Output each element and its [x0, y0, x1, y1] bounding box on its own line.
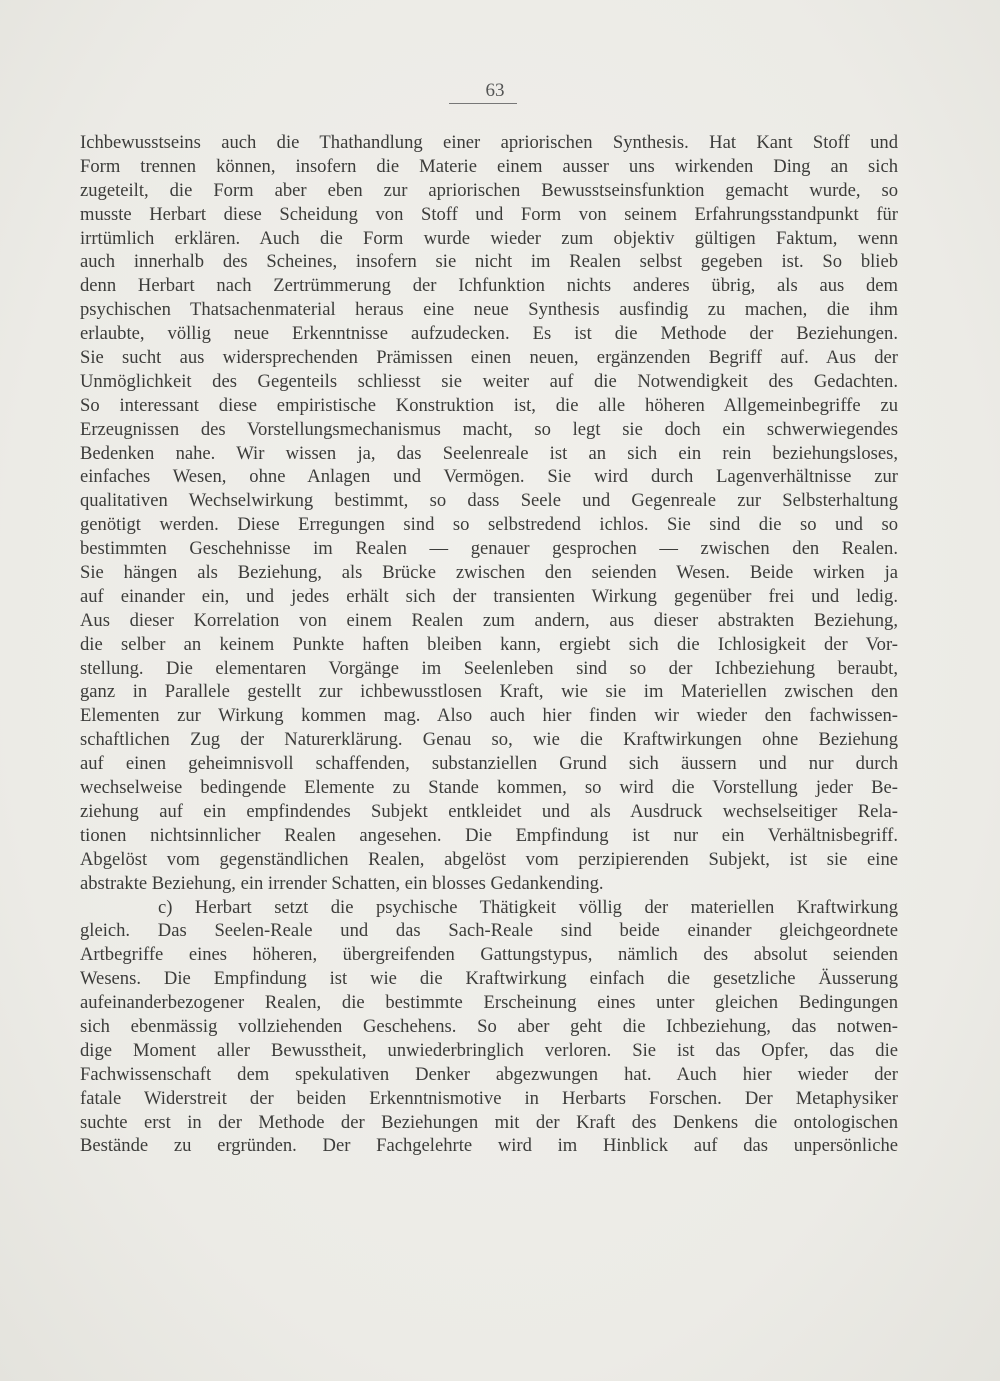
text-line: ganz in Parallele gestellt zur ichbewusstlosen Kraft, wie sie im Materiellen zwischen den: [80, 681, 898, 703]
text-line: Artbegriffe eines höheren, übergreifenden Gattungstypus, nämlich des absolut seienden: [80, 944, 898, 966]
text-line: Fachwissenschaft dem spekulativen Denker abgezwungen hat. Auch hier wieder der: [80, 1063, 898, 1085]
text-line: Wesens. Die Empfindung ist wie die Kraftwirkung einfach die gesetzliche Äusserung: [80, 968, 898, 990]
text-line: So interessant diese empiristische Konstruktion ist, die alle höheren Allgemeinbegriffe zu: [80, 394, 898, 416]
text-line: Elementen zur Wirkung kommen mag. Also auch hier finden wir wieder den fachwissen-: [80, 705, 898, 727]
text-line: Ichbewusstseins auch die Thathandlung einer apriorischen Synthesis. Hat Kant Stoff und: [80, 132, 898, 153]
text-line: gleich. Das Seelen-Reale und das Sach-Reale sind beide einander gleichgeordnete: [80, 920, 898, 942]
text-line: suchte erst in der Methode der Beziehungen mit der Kraft des Denkens die ontologischen: [80, 1111, 898, 1133]
text-line: schaftlichen Zug der Naturerklärung. Genau so, wie die Kraftwirkungen ohne Beziehung: [80, 729, 898, 751]
text-line: sich ebenmässig vollziehenden Geschehens. So aber geht die Ichbeziehung, das notwen-: [80, 1015, 898, 1037]
text-line: qualitativen Wechselwirkung bestimmt, so dass Seele und Gegenreale zur Selbsterhaltung: [80, 490, 898, 512]
text-line: irrtümlich erklären. Auch die Form wurde wieder zum objektiv gültigen Faktum, wenn: [80, 227, 898, 249]
text-line: ziehung auf ein empfindendes Subjekt entkleidet und als Ausdruck wechselseitiger Rela-: [80, 800, 898, 822]
text-line: die selber an keinem Punkte haften bleiben kann, ergiebt sich die Ichlosigkeit der Vor-: [80, 633, 898, 655]
text-line: wechselweise bedingende Elemente zu Stande kommen, so wird die Vorstellung jeder Be-: [80, 777, 898, 799]
text-line: auf einen geheimnisvoll schaffenden, substanziellen Grund sich äussern und nur durch: [80, 753, 898, 775]
text-line: Aus dieser Korrelation von einem Realen zum andern, aus dieser abstrakten Beziehung,: [80, 609, 898, 631]
text-line: auch innerhalb des Scheines, insofern sie nicht im Realen selbst gegeben ist. So blieb: [80, 251, 898, 273]
text-line: bestimmten Geschehnisse im Realen — genauer gesprochen — zwischen den Realen.: [80, 538, 898, 560]
text-line: stellung. Die elementaren Vorgänge im Seelenleben sind so der Ichbeziehung beraubt,: [80, 657, 898, 679]
text-line: genötigt werden. Diese Erregungen sind so selbstredend ichlos. Sie sind die so und so: [80, 514, 898, 536]
text-line: zugeteilt, die Form aber eben zur apriorischen Bewusstseinsfunktion gemacht wurde, so: [80, 179, 898, 201]
text-line: Abgelöst vom gegenständlichen Realen, abgelöst vom perzipierenden Subjekt, ist sie eine: [80, 848, 898, 870]
text-line: Erzeugnissen des Vorstellungsmechanismus macht, so legt sie doch ein schwerwiegendes: [80, 418, 898, 440]
text-line: Sie hängen als Beziehung, als Brücke zwischen den seienden Wesen. Beide wirken ja: [80, 562, 898, 584]
text-line: Unmöglichkeit des Gegenteils schliesst sie weiter auf die Notwendigkeit des Gedachten.: [80, 370, 898, 392]
text-line: musste Herbart diese Scheidung von Stoff und Form von seinem Erfahrungsstandpunkt für: [80, 203, 898, 225]
text-line: Bestände zu ergründen. Der Fachgelehrte wird im Hinblick auf das unpersönliche: [80, 1135, 898, 1157]
text-line: dige Moment aller Bewusstheit, unwiederbringlich verloren. Sie ist das Opfer, das die: [80, 1039, 898, 1061]
text-line: fatale Widerstreit der beiden Erkenntnismotive in Herbarts Forschen. Der Metaphysiker: [80, 1087, 898, 1109]
page-number: 63: [485, 80, 505, 101]
body-text: [80, 131, 898, 1158]
text-line: c) Herbart setzt die psychische Thätigkeit völlig der materiellen Kraftwirkung: [158, 896, 898, 918]
text-line: denn Herbart nach Zertrümmerung der Ichfunktion nichts anderes übrig, als aus dem: [80, 275, 898, 297]
text-line: Bedenken nahe. Wir wissen ja, das Seelenreale ist an sich ein rein beziehungsloses,: [80, 442, 898, 464]
text-line: einfaches Wesen, ohne Anlagen und Vermögen. Sie wird durch Lagenverhältnisse zur: [80, 466, 898, 488]
text-line: Sie sucht aus widersprechenden Prämissen einen neuen, ergänzenden Begriff auf. Aus der: [80, 347, 898, 369]
text-line: tionen nichtsinnlicher Realen angesehen. Die Empfindung ist nur ein Verhältnisbegriff.: [80, 824, 898, 846]
text-line: erlaubte, völlig neue Erkenntnisse aufzudecken. Es ist die Methode der Beziehungen.: [80, 323, 898, 345]
text-line: Form trennen können, insofern die Materie einem ausser uns wirkenden Ding an sich: [80, 155, 898, 177]
text-line: aufeinanderbezogener Realen, die bestimmte Erscheinung eines unter gleichen Bedingungen: [80, 992, 898, 1014]
text-line: psychischen Thatsachenmaterial heraus eine neue Synthesis ausfindig zu machen, die ihm: [80, 299, 898, 321]
text-line: auf einander ein, und jedes erhält sich der transienten Wirkung gegenüber frei und ledig.: [80, 585, 898, 607]
page-number-rule: [449, 103, 517, 104]
text-line: abstrakte Beziehung, ein irrender Schatten, ein blosses Gedankending.: [80, 872, 604, 894]
